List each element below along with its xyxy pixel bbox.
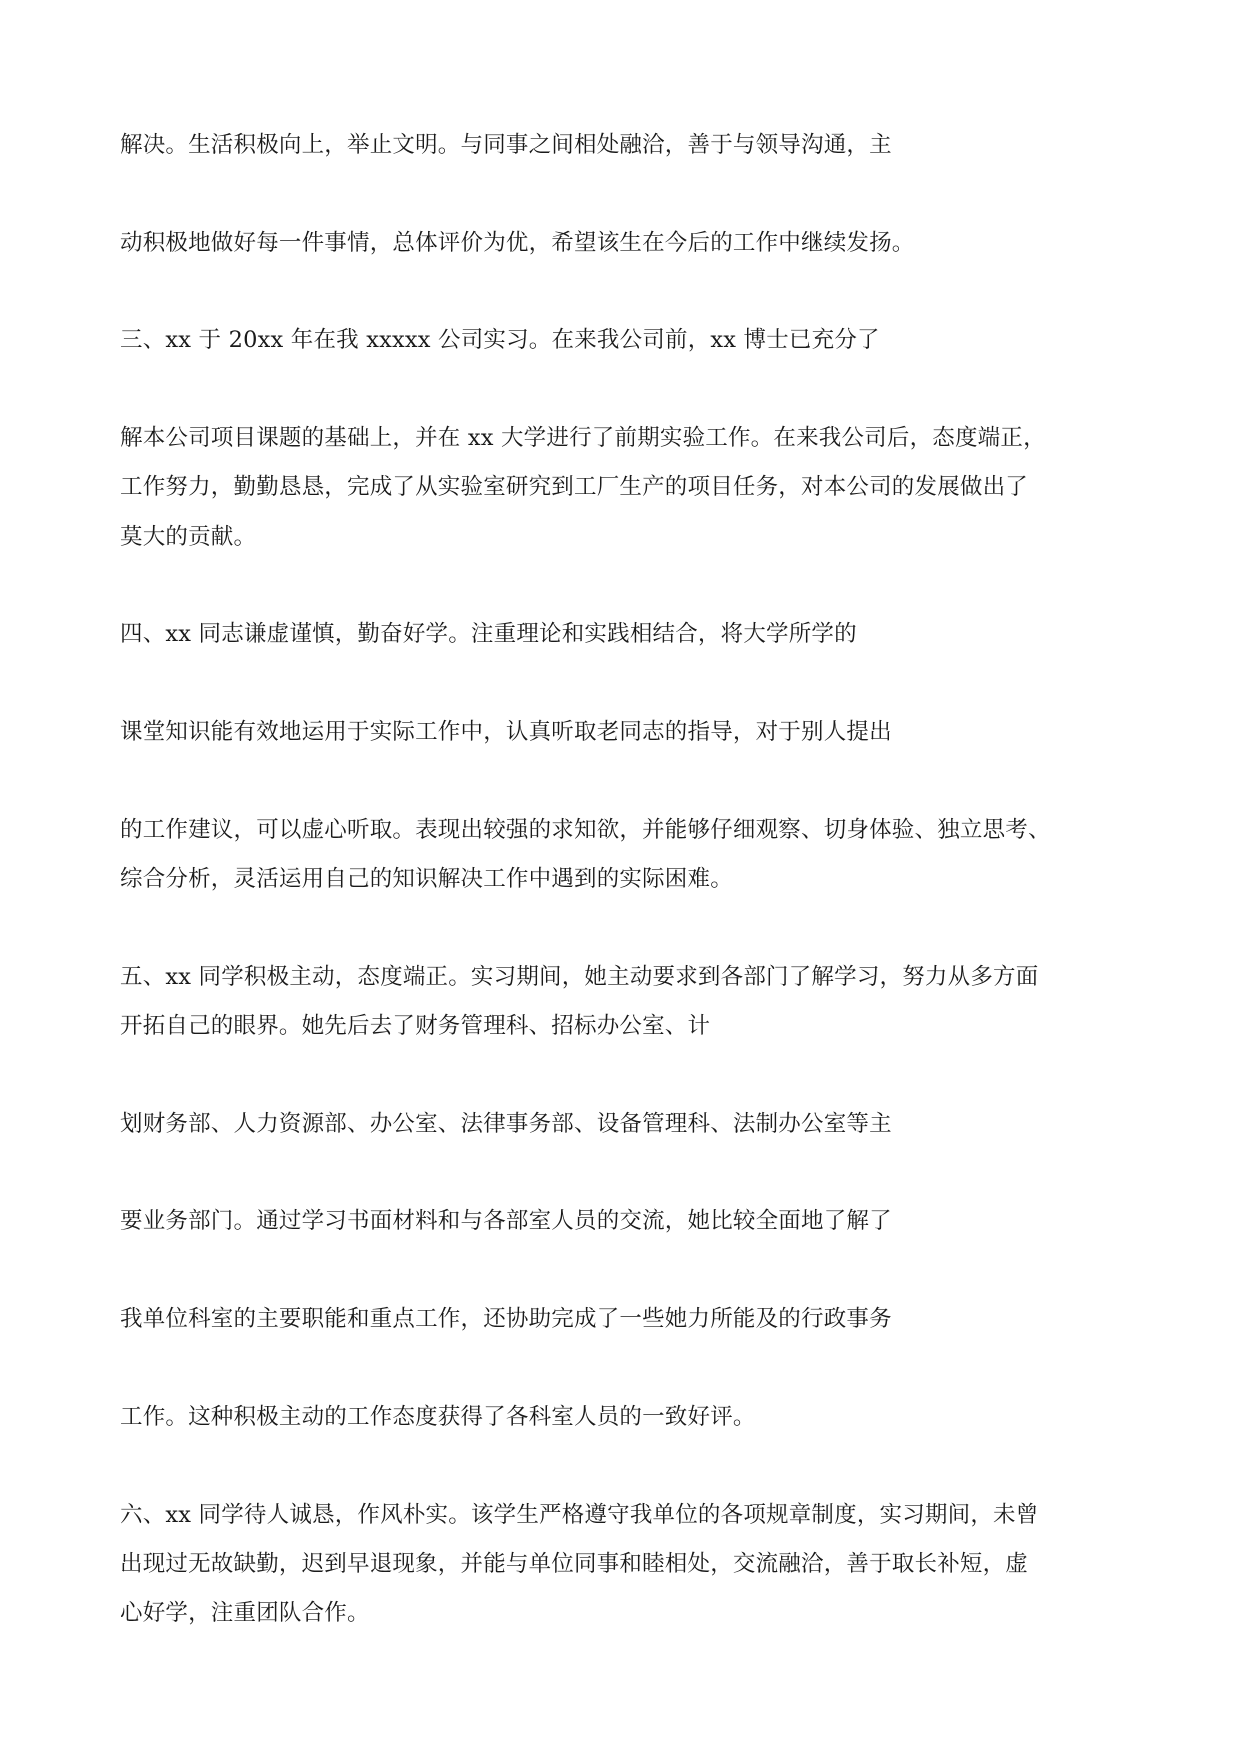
- text-line: 综合分析，灵活运用自己的知识解决工作中遇到的实际困难。: [120, 866, 733, 892]
- text-line: 四、xx 同志谦虚谨慎，勤奋好学。注重理论和实践相结合，将大学所学的: [120, 621, 857, 647]
- text-line: 要业务部门。通过学习书面材料和与各部室人员的交流，她比较全面地了解了: [120, 1208, 892, 1234]
- text-line: 五、xx 同学积极主动，态度端正。实习期间，她主动要求到各部门了解学习，努力从多方面: [120, 964, 1039, 990]
- text-line: 的工作建议，可以虚心听取。表现出较强的求知欲，并能够仔细观察、切身体验、独立思考、: [120, 817, 1051, 843]
- text-line: 三、xx 于 20xx 年在我 xxxxx 公司实习。在来我公司前，xx 博士已充分了: [120, 327, 880, 353]
- text-line: 出现过无故缺勤，迟到早退现象，并能与单位同事和睦相处，交流融洽，善于取长补短，虚: [120, 1551, 1029, 1577]
- text-line: 解决。生活积极向上，举止文明。与同事之间相处融洽，善于与领导沟通，主: [120, 132, 892, 158]
- text-line: 开拓自己的眼界。她先后去了财务管理科、招标办公室、计: [120, 1013, 711, 1039]
- text-line: 动积极地做好每一件事情，总体评价为优，希望该生在今后的工作中继续发扬。: [120, 230, 915, 256]
- text-line: 我单位科室的主要职能和重点工作，还协助完成了一些她力所能及的行政事务: [120, 1306, 892, 1332]
- text-line: 解本公司项目课题的基础上，并在 xx 大学进行了前期实验工作。在来我公司后，态度端正，: [120, 425, 1046, 451]
- text-line: 心好学，注重团队合作。: [120, 1600, 370, 1626]
- text-line: 划财务部、人力资源部、办公室、法律事务部、设备管理科、法制办公室等主: [120, 1111, 892, 1137]
- text-line: 六、xx 同学待人诚恳，作风朴实。该学生严格遵守我单位的各项规章制度，实习期间，未曾: [120, 1502, 1039, 1528]
- text-line: 工作。这种积极主动的工作态度获得了各科室人员的一致好评。: [120, 1404, 756, 1430]
- text-line: 课堂知识能有效地运用于实际工作中，认真听取老同志的指导，对于别人提出: [120, 719, 892, 745]
- text-line: 工作努力，勤勤恳恳，完成了从实验室研究到工厂生产的项目任务，对本公司的发展做出了: [120, 474, 1029, 500]
- text-line: 莫大的贡献。: [120, 524, 257, 550]
